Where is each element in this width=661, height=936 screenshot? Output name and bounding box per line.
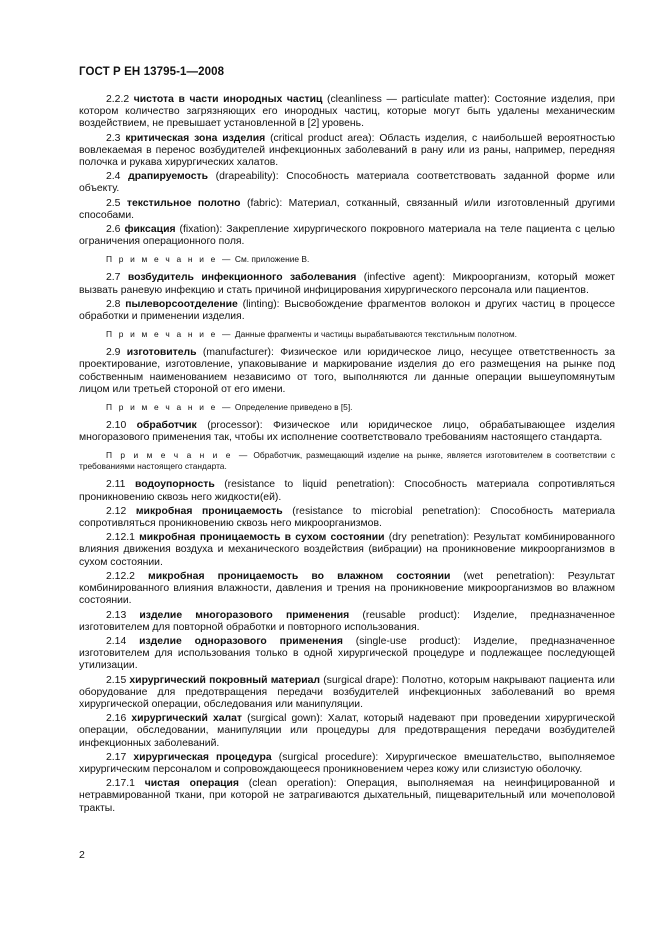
term-definition: (fabric): Материал, сотканный, связанный и/или изготовленный другими способами. <box>79 197 616 221</box>
clause-number: 2.8 <box>106 298 126 310</box>
definition-paragraph <box>79 272 615 296</box>
clause-number: 2.12.1 <box>106 532 140 544</box>
definition-paragraph <box>79 479 615 503</box>
term-definition: (fixation): Закрепление хирургического покровного материала на теле пациента с целью ограничения операционного поля. <box>79 224 615 248</box>
clause-number: 2.4 <box>106 171 129 183</box>
clause-number: 2.15 <box>106 674 130 686</box>
definition-paragraph <box>79 778 615 815</box>
clause-number: 2.6 <box>106 224 125 236</box>
clause-number: 2.12 <box>106 505 136 517</box>
definition-paragraph <box>79 636 615 673</box>
note-paragraph <box>79 402 615 413</box>
note-text: См. приложение В. <box>232 254 310 265</box>
note-text: Данные фрагменты и частицы вырабатываются текстильным полотном. <box>232 329 517 340</box>
note-label: П р и м е ч а н и е — <box>106 402 233 413</box>
clause-number: 2.7 <box>106 272 128 284</box>
term-definition: (cleanliness — particulate matter): Состояние изделия, при котором количество загрязняющих его инородных частиц, которые могут быть удалены механическим воздействием, не превышает установленной в [2] уровень. <box>79 94 615 130</box>
note-label: П р и м е ч а н и е — <box>106 329 233 340</box>
clause-number: 2.9 <box>106 347 127 359</box>
definition-paragraph <box>79 506 615 530</box>
term-name: хирургическая процедура <box>133 751 272 763</box>
term-name: изделие многоразового применения <box>139 609 350 621</box>
term-definition: (manufacturer): Физическое или юридическое лицо, несущее ответственность за проектирование, изготовление, упаковывание и маркирование изделия до его размещения на рынке под собственным наименованием независимо от того, выполняются ли данные операции вышеупомянутым лицом или третьей стороной от его имени. <box>79 347 615 395</box>
definition-paragraph <box>79 198 615 222</box>
term-definition: (clean operation): Операция, выполняемая на неинфицированной и нетравмированной ткани, при которой не затрагиваются дыхательный, пищеварительный или мочеполовой тракты. <box>79 778 615 814</box>
term-definition: (drapeability): Способность материала соответствовать заданной форме или объекту. <box>79 171 615 195</box>
clause-number: 2.3 <box>106 132 126 144</box>
definition-paragraph <box>79 133 615 170</box>
term-name: обработчик <box>136 420 197 432</box>
term-name: изделие одноразового применения <box>139 635 343 647</box>
definition-paragraph <box>79 713 615 750</box>
term-name: микробная проницаемость <box>135 505 283 517</box>
page-number: 2 <box>79 849 85 861</box>
term-definition: (infective agent): Микроорганизм, который может вызвать раневую инфекцию и стать причиной инфицирования хирургического персонала или пациентов. <box>79 272 616 296</box>
document-body <box>79 94 615 817</box>
term-name: микробная проницаемость во влажном состоянии <box>148 570 451 582</box>
term-name: хирургический покровный материал <box>129 674 321 686</box>
term-name: чистая операция <box>144 778 239 790</box>
term-name: изготовитель <box>126 347 197 359</box>
clause-number: 2.17.1 <box>106 778 145 790</box>
term-definition: (surgical gown): Халат, который надевают при проведении хирургической операции, обследовании, манипуляции или процедуры для предотвращения передачи возбудителей инфекционных заболеваний. <box>79 713 615 749</box>
term-definition: (processor): Физическое или юридическое лицо, обрабатывающее изделия многоразового применения так, чтобы их исполнение соответствовало требованиям настоящего стандарта. <box>79 420 615 444</box>
note-paragraph <box>79 329 615 340</box>
term-name: микробная проницаемость в сухом состоянии <box>139 532 385 544</box>
clause-number: 2.13 <box>106 609 140 621</box>
term-definition: (surgical drape): Полотно, которым накрывают пациента или оборудование для предотвращения передачи возбудителей инфекционных заболеваний во время хирургической операции, обследования или манипуляции. <box>79 674 615 710</box>
term-definition: (single-use product): Изделие, предназначенное изготовителем для использования только в одной хирургической процедуре и подлежащее последующей утилизации. <box>79 635 615 672</box>
term-definition: (surgical procedure): Хирургическое вмешательство, выполняемое хирургическим персоналом и сопровождающееся проникновением через кожу или слизистую оболочку. <box>79 751 615 775</box>
definition-paragraph <box>79 610 615 634</box>
term-name: фиксация <box>124 224 176 236</box>
term-definition: (critical product area): Область изделия, с наибольшей вероятностью вовлекаемая в перенос возбудителей инфекционных заболеваний в рану или из раны, например, передняя полочка и рукава хирургических халатов. <box>79 132 615 169</box>
definition-paragraph <box>79 224 615 248</box>
clause-number: 2.5 <box>106 197 127 209</box>
definition-paragraph <box>79 94 615 131</box>
term-name: драпируемость <box>128 171 209 183</box>
note-label: П р и м е ч а н и е — <box>106 450 250 461</box>
clause-number: 2.17 <box>106 751 134 763</box>
note-text: Обработчик, размещающий изделие на рынке, является изготовителем в соответствии с требованиями настоящего стандарта. <box>79 450 615 472</box>
term-definition: (resistance to microbial penetration): Способность материала сопротивляться проникновению сквозь него микроорганизмов. <box>79 505 615 530</box>
term-name: чистота в части инородных частиц <box>133 94 323 105</box>
clause-number: 2.10 <box>106 420 137 432</box>
clause-number: 2.16 <box>106 713 132 725</box>
note-paragraph <box>79 254 615 265</box>
clause-number: 2.12.2 <box>106 570 149 582</box>
term-definition: (reusable product): Изделие, предназначенное изготовителем для повторной обработки и повторного использования. <box>79 609 615 633</box>
term-definition: (linting): Высвобождение фрагментов волокон и других частиц в процессе обработки и применении изделия. <box>79 298 615 323</box>
term-definition: (wet penetration): Результат комбинированного влияния влажности, давления и трения на проникновение микроорганизмов во влажном состоянии. <box>79 570 615 607</box>
definition-paragraph <box>79 420 615 444</box>
definition-paragraph <box>79 532 615 569</box>
note-text: Определение приведено в [5]. <box>232 402 353 413</box>
definition-paragraph <box>79 571 615 608</box>
clause-number: 2.11 <box>106 479 135 491</box>
term-definition: (dry penetration): Результат комбинированного влияния движения воздуха и механического воздействия (вибрации) на проникновение микроорганизмов в сухом состоянии. <box>79 532 616 568</box>
definition-paragraph <box>79 752 615 776</box>
definition-paragraph <box>79 299 615 323</box>
document-header: ГОСТ Р ЕН 13795-1—2008 <box>79 66 225 78</box>
term-name: текстильное полотно <box>126 197 241 209</box>
note-label: П р и м е ч а н и е — <box>106 254 233 265</box>
clause-number: 2.14 <box>106 635 140 647</box>
term-name: хирургический халат <box>131 713 242 725</box>
clause-number: 2.2.2 <box>106 94 134 105</box>
term-name: возбудитель инфекционного заболевания <box>127 272 357 284</box>
term-name: водоупорность <box>134 479 215 491</box>
term-name: пылеворсоотделение <box>125 298 238 310</box>
note-paragraph <box>79 450 615 472</box>
term-name: критическая зона изделия <box>125 132 266 144</box>
term-definition: (resistance to liquid penetration): Способность материала сопротивляться проникновению сквозь него жидкости(ей). <box>79 479 615 503</box>
definition-paragraph <box>79 171 615 195</box>
definition-paragraph <box>79 347 615 396</box>
definition-paragraph <box>79 675 615 712</box>
